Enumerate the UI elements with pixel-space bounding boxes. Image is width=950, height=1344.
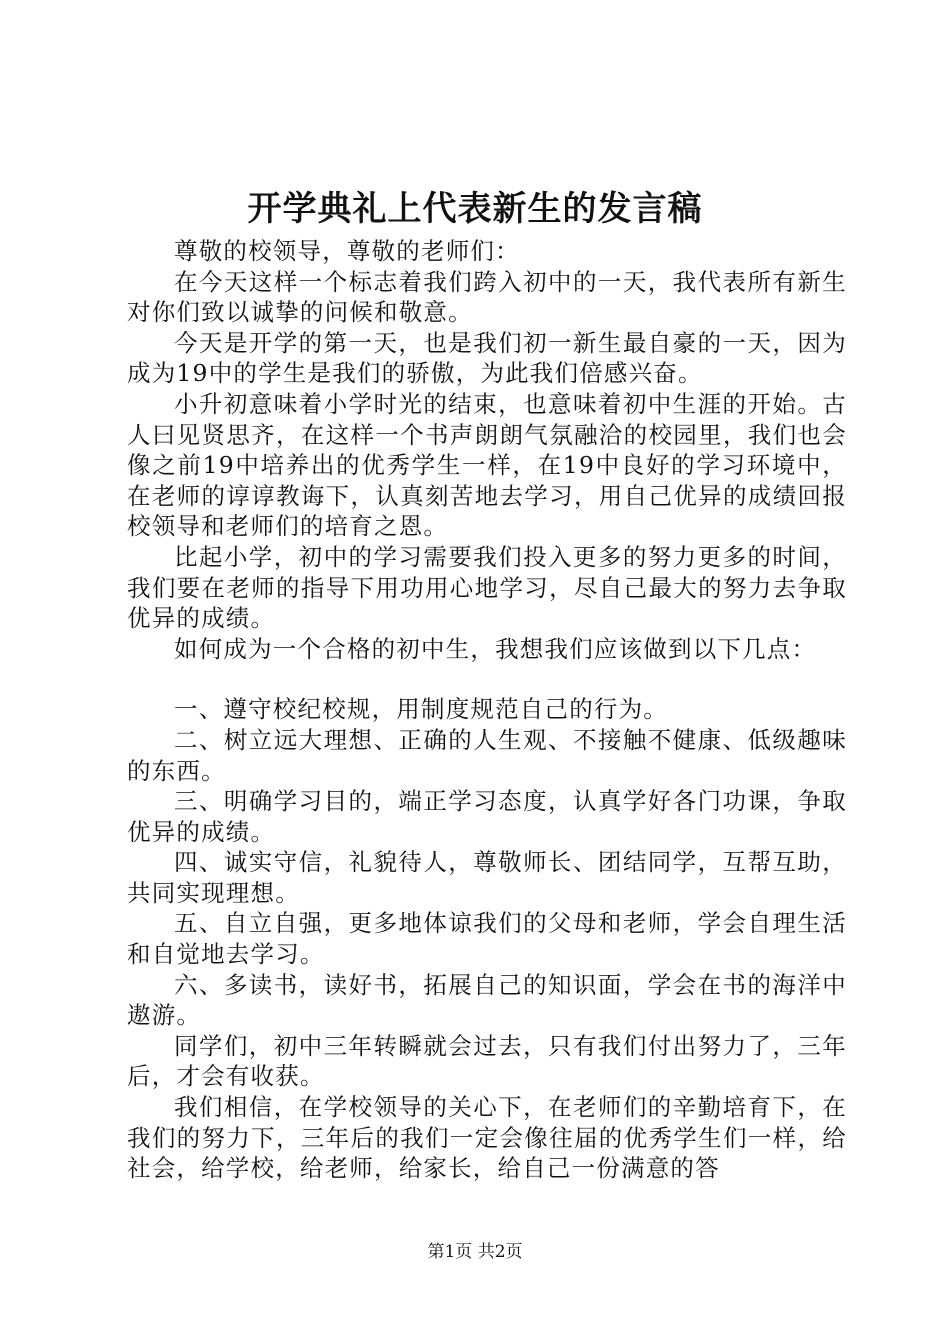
list-item-paragraph: 一、遵守校纪校规，用制度规范自己的行为。 <box>174 695 668 724</box>
list-item-paragraph: 五、自立自强，更多地体谅我们的父母和老师，学会自理生活和自觉地去学习。 <box>127 909 847 969</box>
body-paragraph: 在今天这样一个标志着我们跨入初中的一天，我代表所有新生对你们致以诚挚的问候和敬意。 <box>127 267 847 327</box>
list-item-paragraph: 二、树立远大理想、正确的人生观、不接触不健康、低级趣味的东西。 <box>127 725 847 785</box>
list-item-paragraph: 三、明确学习目的，端正学习态度，认真学好各门功课，争取优异的成绩。 <box>127 787 847 846</box>
page-footer: 第1页 共2页 <box>427 1242 523 1262</box>
document-body <box>127 236 847 1184</box>
body-paragraph: 同学们，初中三年转瞬就会过去，只有我们付出努力了，三年后，才会有收获。 <box>127 1031 847 1091</box>
body-paragraph: 比起小学，初中的学习需要我们投入更多的努力更多的时间，我们要在老师的指导下用功用心地学习，尽自己最大的努力去争取优异的成绩。 <box>127 542 847 633</box>
list-item-paragraph: 四、诚实守信，礼貌待人，尊敬师长、团结同学，互帮互助，共同实现理想。 <box>127 848 847 907</box>
body-paragraph: 如何成为一个合格的初中生，我想我们应该做到以下几点： <box>174 634 817 663</box>
body-paragraph: 今天是开学的第一天，也是我们初一新生最自豪的一天，因为成为19中的学生是我们的骄傲，为此我们倍感兴奋。 <box>127 328 847 388</box>
body-paragraph: 小升初意味着小学时光的结束，也意味着初中生涯的开始。古人曰见贤思齐，在这样一个书声朗朗气氛融洽的校园里，我们也会像之前19中培养出的优秀学生一样，在19中良好的学习环境中，在老师的谆谆教诲下，认真刻苦地去学习，用自己优异的成绩回报校领导和老师们的培育之恩。 <box>127 389 847 541</box>
document-title: 开学典礼上代表新生的发言稿 <box>247 189 703 229</box>
salutation-paragraph: 尊敬的校领导，尊敬的老师们： <box>174 237 520 265</box>
list-item-paragraph: 六、多读书，读好书，拓展自己的知识面，学会在书的海洋中遨游。 <box>127 970 847 1030</box>
body-paragraph: 我们相信，在学校领导的关心下，在老师们的辛勤培育下，在我们的努力下，三年后的我们一定会像往届的优秀学生们一样，给社会，给学校，给老师，给家长，给自己一份满意的答 <box>127 1093 847 1183</box>
